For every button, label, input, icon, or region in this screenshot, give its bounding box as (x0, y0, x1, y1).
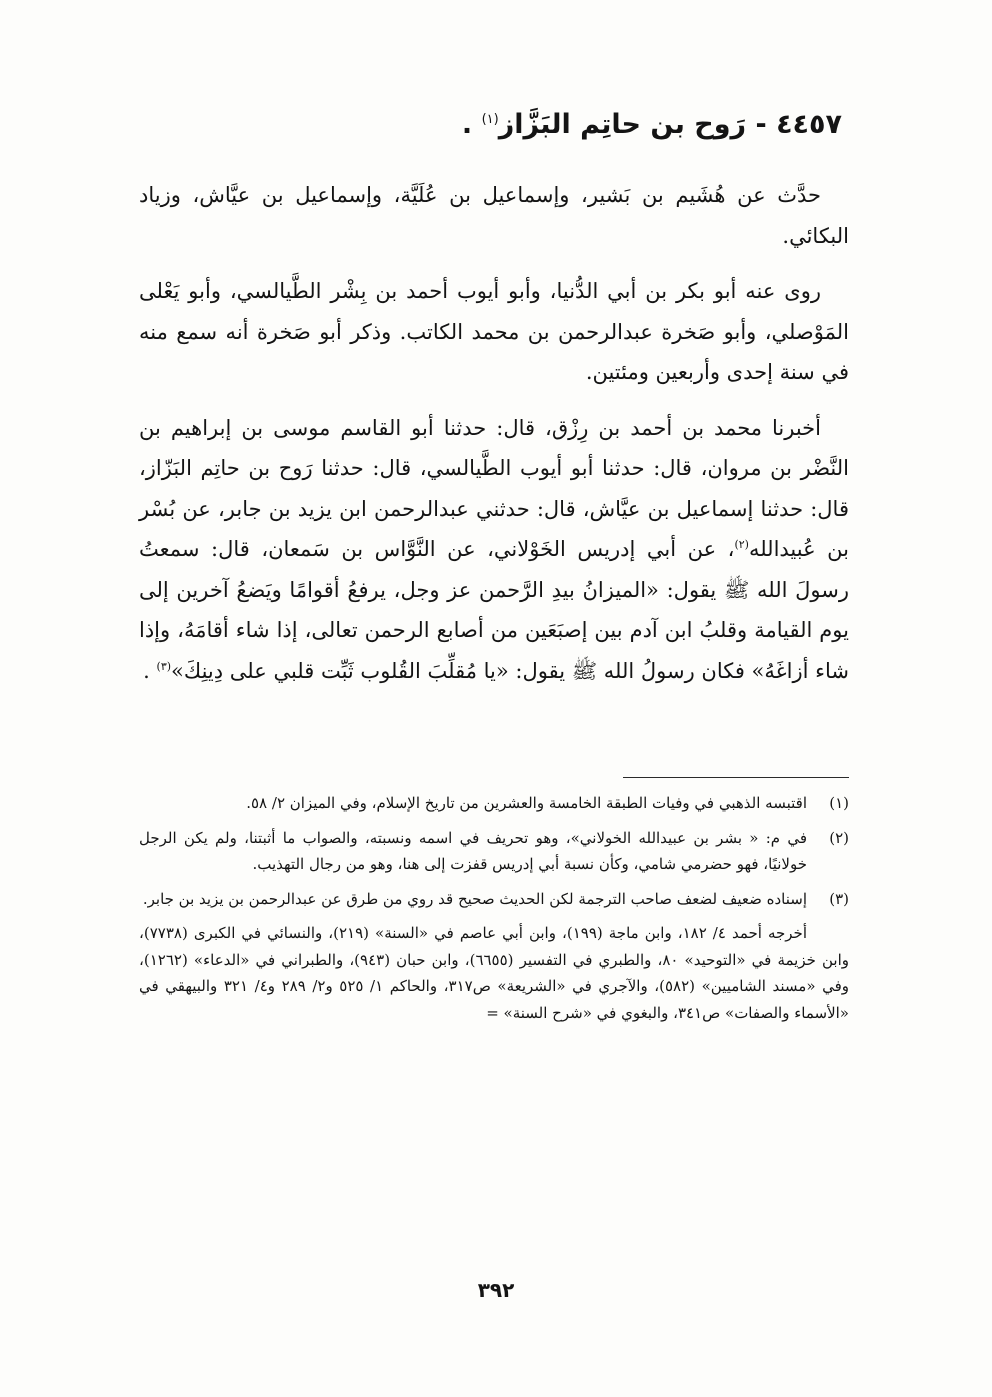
entry-name: رَوح بن حاتِم البَزَّاز (498, 109, 747, 140)
footnote-item (139, 886, 849, 913)
hadith-text-c: . (143, 658, 157, 683)
page-number: ٣٩٢ (477, 1278, 515, 1302)
footnote-number: (١) (829, 794, 849, 812)
footnote-divider (623, 777, 849, 778)
footnote-text: اقتبسه الذهبي في وفيات الطبقة الخامسة والعشرين من تاريخ الإسلام، وفي الميزان ٢/ ٥٨. (246, 794, 807, 812)
paragraph-narrated-by: روى عنه أبو بكر بن أبي الدُّنيا، وأبو أيوب أحمد بن بِشْر الطَّيالسي، وأبو يَعْلى المَوْصلي، وأبو صَخرة عبدالرحمن بن محمد الكاتب. وذكر أبو صَخرة أنه سمع منه في سنة إحدى وأربعين ومئتين. (139, 279, 849, 384)
footnote-number: (٢) (829, 828, 849, 847)
footnote-text: إسناده ضعيف لضعف صاحب الترجمة لكن الحديث صحيح قد روي من طرق عن عبدالرحمن بن يزيد بن جابر. (142, 889, 807, 908)
heading-dash: - (755, 109, 767, 140)
entry-number: ٤٤٥٧ (776, 109, 842, 140)
heading-end: . (461, 109, 473, 140)
footnotes (139, 790, 849, 1026)
footnote-ref: (٢) (734, 538, 749, 551)
footnote-ref: (٣) (156, 659, 172, 673)
footnote-continuation: أخرجه أحمد ٤/ ١٨٢، وابن ماجة (١٩٩)، وابن أبي عاصم في «السنة» (٢١٩)، والنسائي في الكبرى (٧٧٣٨)، وابن خزيمة في «التوحيد» ٨٠، والطبري في التفسير (٦٦٥٥)، وابن حبان (٩٤٣)، والطبراني في «الدعاء» (١٢٦٢)، وفي «مسند الشاميين» (٥٨٢)، والآجري في «الشريعة» ص٣١٧، والحاكم ١/ ٥٢٥ و٢/ ٢٨٩ و٤/ ٣٢١ والبيهقي في «الأسماء والصفات» ص٣٤١، والبغوي في «شرح السنة» = (139, 924, 850, 1022)
entry-heading (142, 100, 842, 145)
paragraph-hadith (139, 408, 849, 692)
paragraph-narrated-from: حدَّث عن هُشَيم بن بَشير، وإسماعيل بن عُلَيَّة، وإسماعيل بن عيَّاش، وزياد البكائي. (139, 183, 849, 248)
hadith-text-b: ، عن أبي إدريس الخَوْلاني، عن النَّوَّاس بن سَمعان، قال: سمعتُ رسولَ الله ﷺ يقول: «الميزانُ بيدِ الرَّحمن عز وجل، يرفعُ أقوامًا ويَضعُ آخرين إلى يوم القيامة وقلبُ ابن آدم بين إصبَعَين من أصابع الرحمن تعالى، إذا شاء أقامَهُ، وإذا شاء أزاغَهُ» فكان رسولُ الله ﷺ يقول: «يا مُقلِّبَ القُلوب ثَبِّت قلبي على دِينِكَ» (139, 537, 849, 683)
body-text (139, 175, 849, 691)
footnote-text: في م: « بشر بن عبيدالله الخولاني»، وهو تحريف في اسمه ونسبته، والصواب ما أثبتنا، ولم يكن الرجل خولانيًا، فهو حضرمي شامي، وكأن نسبة أبي إدريس قفزت إلى هنا، وهو من رجال التهذيب. (139, 828, 807, 873)
footnote-item (139, 825, 849, 878)
footnote-ref: (١) (481, 112, 499, 127)
footnote-item (139, 790, 849, 817)
footnote-number: (٣) (829, 889, 849, 908)
hadith-text-a: أخبرنا محمد بن أحمد بن رِزْق، قال: حدثنا أبو القاسم موسى بن إبراهيم بن النَّضْر بن مروان، قال: حدثنا أبو أيوب الطَّيالسي، قال: حدثنا رَوح بن حاتِم البَزّاز، قال: حدثنا إسماعيل بن عيَّاش، قال: حدثني عبدالرحمن ابن يزيد بن جابر، عن بُسْر بن عُبيدالله (139, 415, 849, 561)
